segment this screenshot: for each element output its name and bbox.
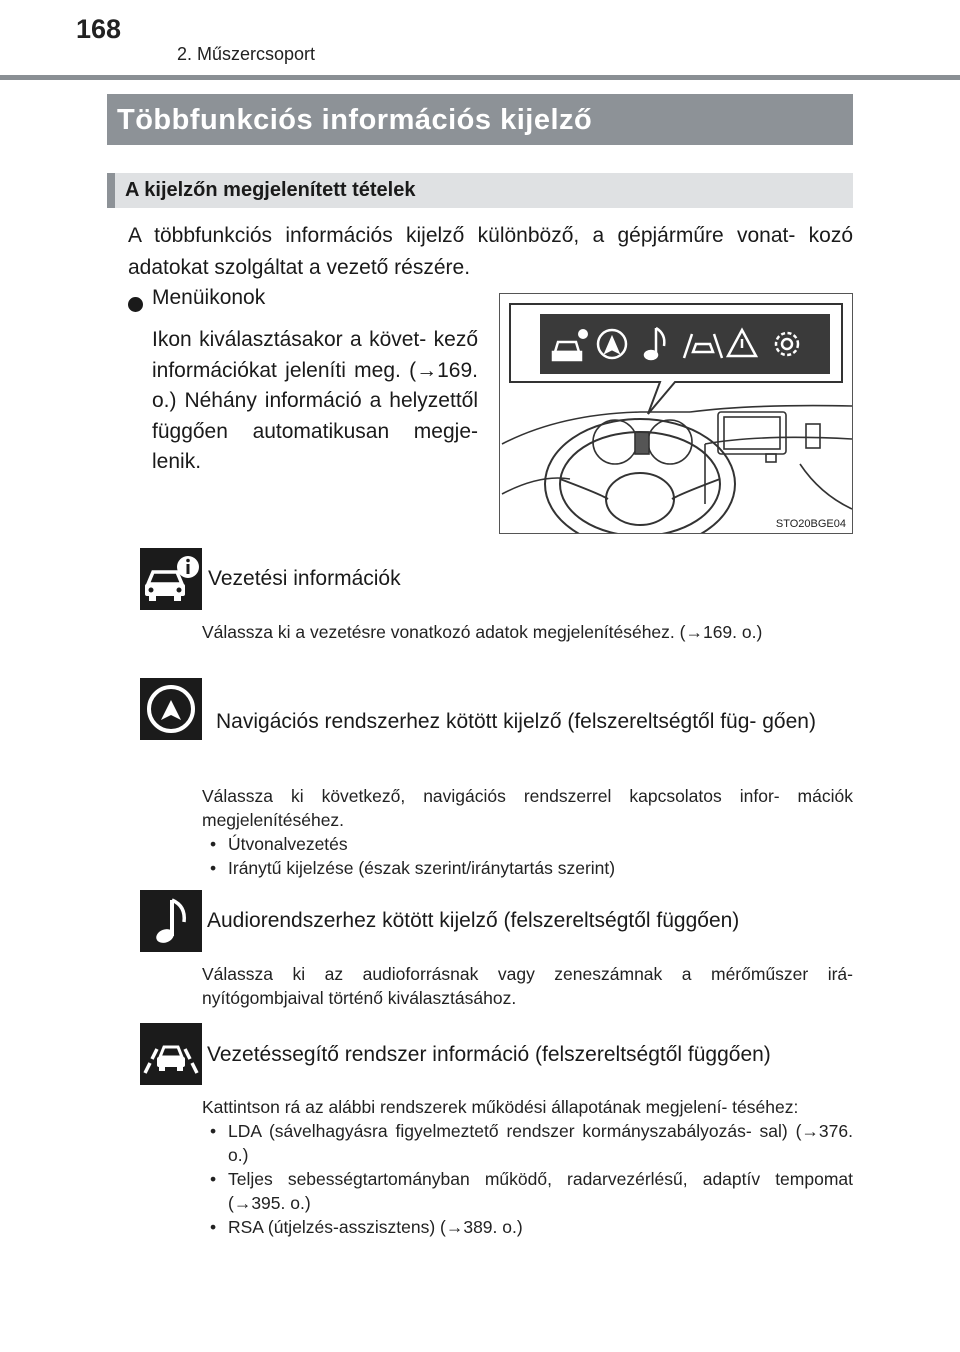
subsection-title: A kijelzőn megjelenített tételek	[125, 179, 416, 201]
driving-assist-icon	[140, 1023, 202, 1085]
item-desc-driving-assist	[202, 1095, 853, 1239]
page-number: 168	[76, 14, 122, 44]
item-title-navigation: Navigációs rendszerhez kötött kijelző (felszereltségtől füg- gően)	[216, 710, 816, 733]
section-title: Többfunkciós információs kijelző	[117, 104, 593, 136]
item-desc-driving-info: Válassza ki a vezetésre vonatkozó adatok megjelenítéséhez. (→169. o.)	[202, 622, 763, 642]
item-desc-navigation-text: Válassza ki következő, navigációs rendszerrel kapcsolatos infor- mációk megjelenítéséhez.	[202, 786, 853, 830]
gauges	[593, 420, 692, 464]
driving-info-icon	[140, 548, 202, 610]
list-item: • Iránytű kijelzése (észak szerint/iránytartás szerint)	[202, 856, 853, 880]
list-item: • RSA (útjelzés-asszisztens) (→389. o.)	[202, 1215, 853, 1239]
subsection-title-bar	[107, 173, 853, 208]
menu-icons-title: Menüikonok	[152, 286, 266, 309]
menu-icons-body: Ikon kiválasztásakor a követ- kező információkat jeleníti meg. (→169. o.) Néhány információ a helyzettől függően automatikusan megje- lenik.	[152, 328, 478, 473]
cluster-illustration	[499, 293, 853, 534]
header-rule	[0, 75, 960, 80]
item-title-driving-info: Vezetési információk	[208, 567, 401, 590]
figure-code: STO20BGE04	[775, 518, 846, 530]
item-title-audio: Audiorendszerhez kötött kijelző (felszereltségtől függően)	[207, 909, 740, 932]
item-desc-driving-assist-text: Kattintson rá az alábbi rendszerek működési állapotának megjelení- téséhez:	[202, 1097, 799, 1117]
list-item: • LDA (sávelhagyásra figyelmeztető rendszer kormányszabályozás- sal) (→376. o.)	[202, 1119, 853, 1167]
intro-paragraph: A többfunkciós információs kijelző különböző, a gépjárműre vonat- kozó adatokat szolgáltat a vezető részére.	[128, 224, 853, 279]
list-item: • Útvonalvezetés	[202, 832, 853, 856]
music-note-icon	[140, 890, 202, 952]
item-title-driving-assist: Vezetéssegítő rendszer információ (felszereltségtől függően)	[207, 1043, 771, 1066]
item-desc-audio: Válassza ki az audioforrásnak vagy zeneszámnak a mérőműszer irá- nyítógombjaival történő kiválasztásához.	[202, 964, 853, 1008]
item-desc-navigation	[202, 784, 853, 880]
bullet-icon	[128, 297, 143, 312]
list-item: • Teljes sebességtartományban működő, radarvezérlésű, adaptív tempomat (→395. o.)	[202, 1167, 853, 1215]
icon-strip	[540, 314, 830, 374]
dashboard-drawing	[500, 294, 852, 533]
chapter-title: 2. Műszercsoport	[177, 44, 316, 64]
section-title-bar	[107, 94, 853, 145]
